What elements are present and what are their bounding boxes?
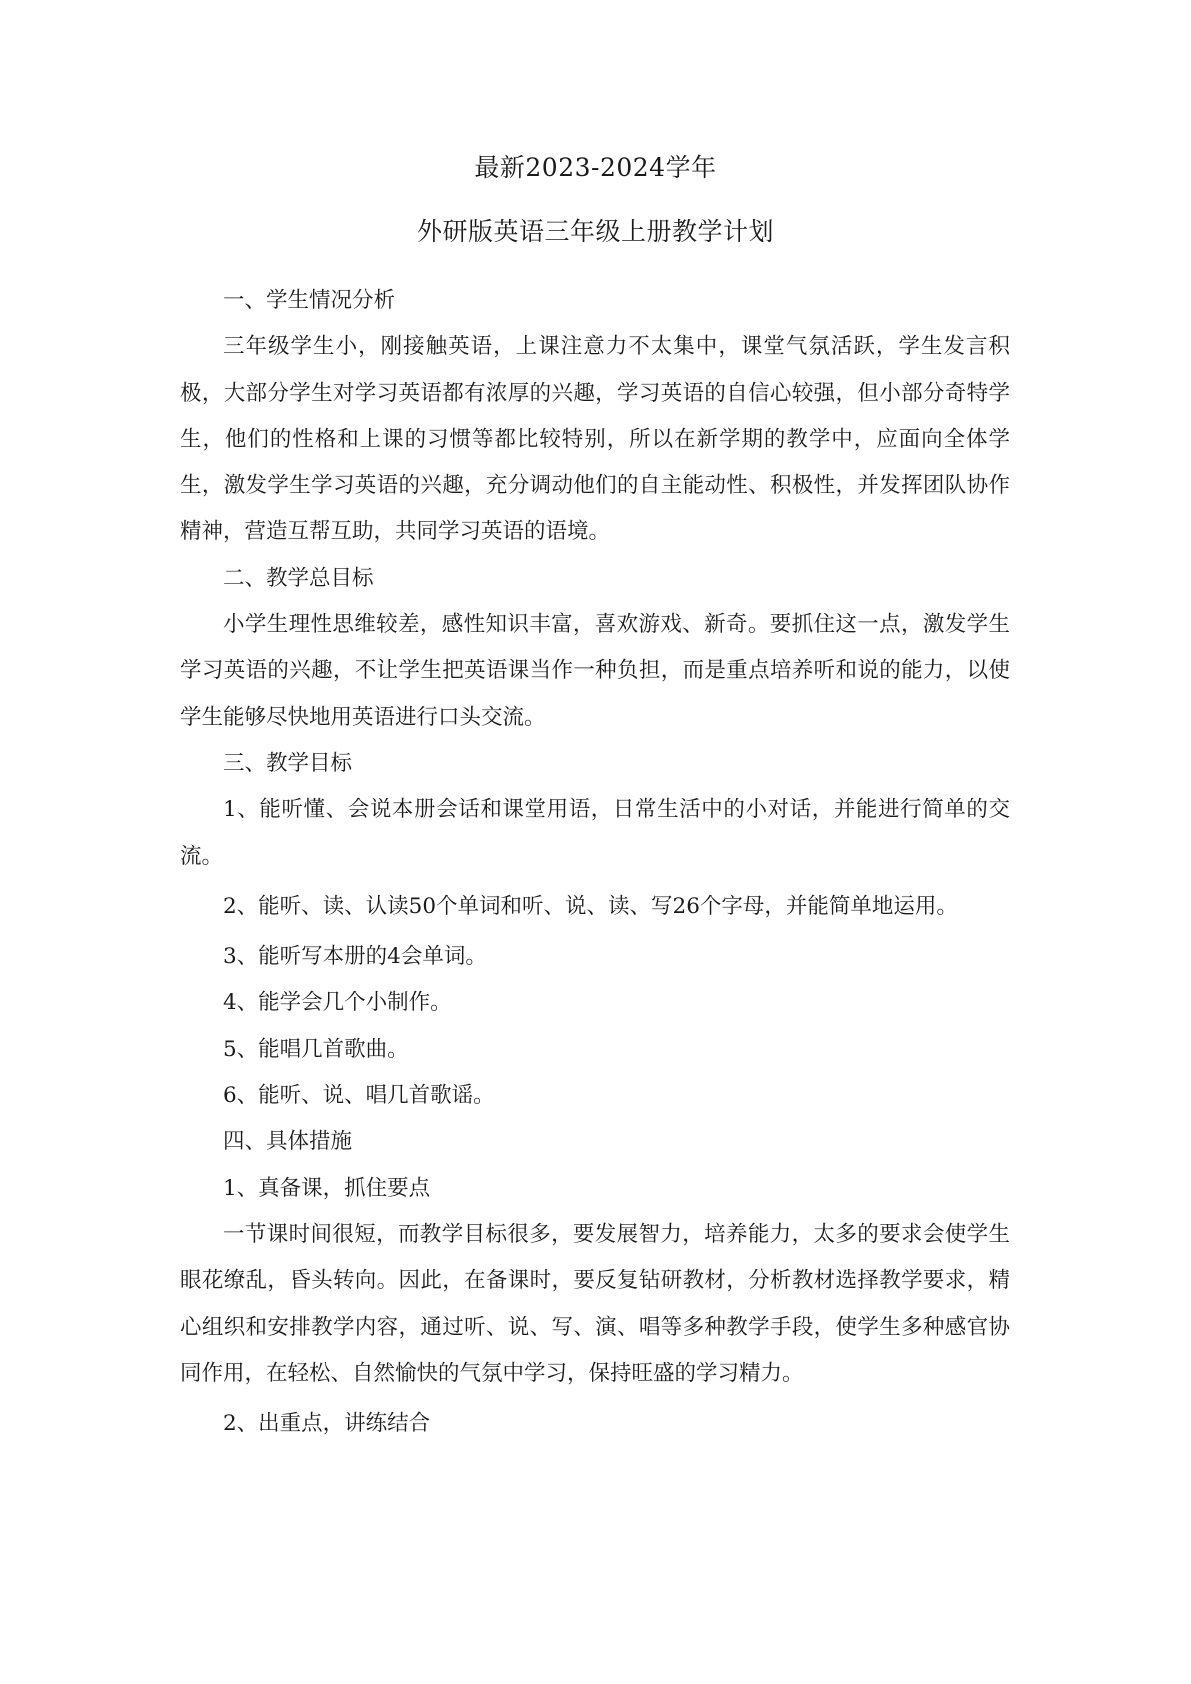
document-title-year: 最新2023-2024学年 <box>474 153 717 182</box>
measure-heading-2: 2、出重点，讲练结合 <box>223 1411 431 1437</box>
document-title-main: 外研版英语三年级上册教学计划 <box>416 217 774 246</box>
section-heading-student-analysis: 一、学生情况分析 <box>223 288 396 313</box>
goal-item-1: 1、能听懂、会说本册会话和课堂用语，日常生活中的小对话，并能进行简单的交流。 <box>180 797 1010 869</box>
section-heading-overall-goal: 二、教学总目标 <box>223 565 374 591</box>
goal-item-6: 6、能听、说、唱几首歌谣。 <box>223 1083 495 1109</box>
goal-item-3: 3、能听写本册的4会单词。 <box>223 944 487 970</box>
document-body <box>180 278 1010 1447</box>
section-heading-measures: 四、具体措施 <box>223 1129 353 1155</box>
goal-item-2: 2、能听、读、认读50个单词和听、说、读、写26个字母，并能简单地运用。 <box>223 893 958 919</box>
paragraph-measure-1: 一节课时间很短，而教学目标很多，要发展智力，培养能力，太多的要求会使学生眼花缭乱，昏头转向。因此，在备课时，要反复钻研教材，分析教材选择教学要求，精心组织和安排教学内容，通过听、说、写、演、唱等多种教学手段，使学生多种感官协同作用，在轻松、自然愉快的气氛中学习，保持旺盛的学习精力。 <box>180 1221 1010 1386</box>
goal-item-5: 5、能唱几首歌曲。 <box>223 1036 409 1062</box>
section-heading-teaching-goals: 三、教学目标 <box>223 750 353 776</box>
paragraph-student-analysis: 三年级学生小，刚接触英语，上课注意力不太集中，课堂气氛活跃，学生发言积极，大部分学生对学习英语都有浓厚的兴趣，学习英语的自信心较强，但小部分奇特学生，他们的性格和上课的习惯等都比较特别，所以在新学期的教学中，应面向全体学生，激发学生学习英语的兴趣，充分调动他们的自主能动性、积极性，并发挥团队协作精神，营造互帮互助，共同学习英语的语境。 <box>180 334 1010 545</box>
paragraph-overall-goal: 小学生理性思维较差，感性知识丰富，喜欢游戏、新奇。要抓住这一点，激发学生学习英语的兴趣，不让学生把英语课当作一种负担，而是重点培养听和说的能力，以使学生能够尽快地用英语进行口头交流。 <box>180 612 1010 730</box>
measure-heading-1: 1、真备课，抓住要点 <box>223 1175 431 1201</box>
goal-item-4: 4、能学会几个小制作。 <box>223 990 452 1016</box>
